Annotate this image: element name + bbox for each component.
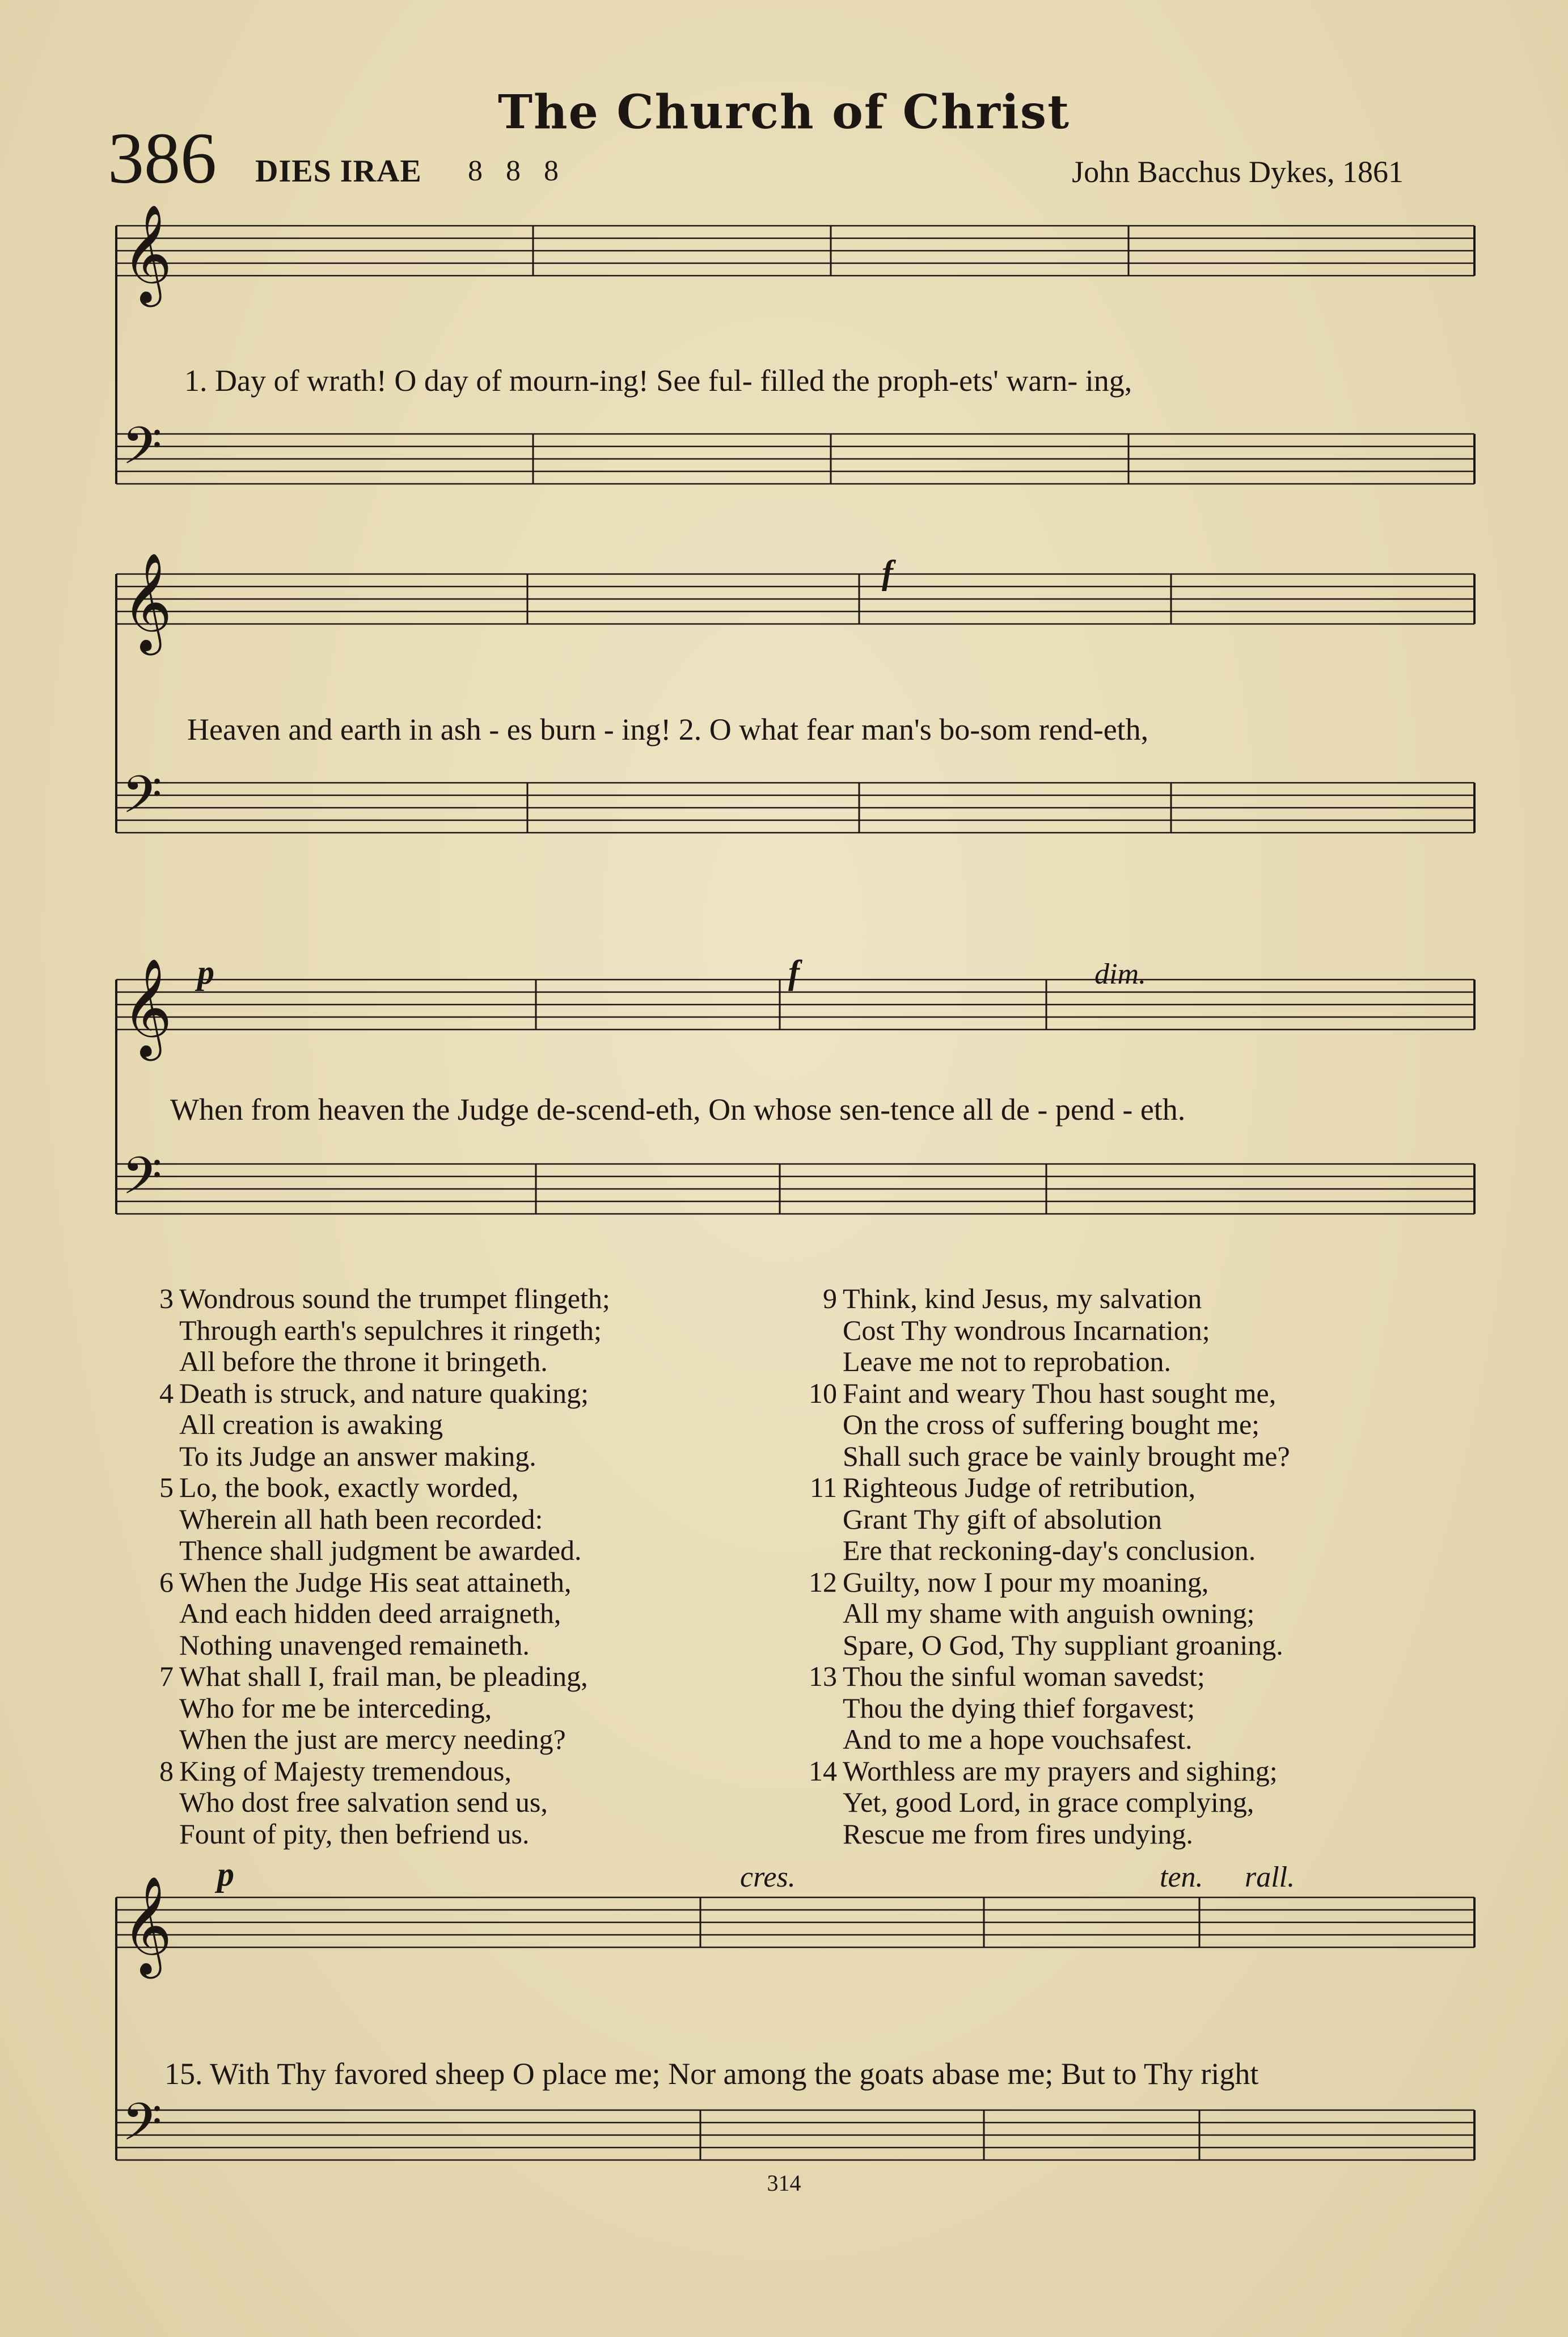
stanza-line — [142, 1630, 610, 1661]
stanza-line — [805, 1598, 1290, 1630]
stanza-number: 12 — [809, 1566, 837, 1598]
stanza-text: Spare, O God, Thy suppliant groaning. — [843, 1629, 1283, 1661]
stanza-text: Faint and weary Thou hast sought me, — [843, 1377, 1277, 1409]
hymn-number: 386 — [108, 118, 217, 199]
treble-clef-icon: 𝄞 — [122, 552, 172, 651]
system-3-lyric: When from heaven the Judge de-scend-eth, On whose sen-tence all de - pend - eth. — [170, 1092, 1186, 1127]
stanza-line — [142, 1472, 610, 1504]
stanza-line — [805, 1283, 1290, 1315]
tenuto-marking: ten. — [1160, 1861, 1203, 1893]
stanza-number: 14 — [809, 1754, 837, 1787]
stanza-text: And each hidden deed arraigneth, — [179, 1597, 561, 1629]
stanza-text: Death is struck, and nature quaking; — [179, 1377, 589, 1409]
stanza-line — [805, 1378, 1290, 1410]
dynamic-piano: p — [217, 1855, 234, 1893]
dynamic-forte: f — [788, 954, 800, 991]
stanza-number: 4 — [159, 1377, 174, 1409]
stanza-text: King of Majesty tremendous, — [179, 1754, 512, 1787]
stanza-line — [805, 1693, 1290, 1724]
stanzas-left-column — [142, 1283, 610, 1850]
stanza-line — [142, 1315, 610, 1347]
stanza-text: All my shame with anguish owning; — [843, 1597, 1255, 1629]
stanza-line — [805, 1567, 1290, 1598]
stanza-number: 6 — [159, 1566, 174, 1598]
section-title: The Church of Christ — [498, 85, 1070, 140]
stanza-line — [142, 1724, 610, 1756]
stanza-text: What shall I, frail man, be pleading, — [179, 1660, 588, 1692]
stanza-text: When the Judge His seat attaineth, — [179, 1566, 572, 1598]
stanza-text: Righteous Judge of retribution, — [843, 1471, 1196, 1503]
stanza-number: 5 — [159, 1471, 174, 1503]
stanza-line — [805, 1756, 1290, 1787]
bass-clef-icon: 𝄢 — [122, 1146, 162, 1218]
stanza-line — [142, 1661, 610, 1693]
stanza-line — [805, 1409, 1290, 1441]
stanza-line — [142, 1283, 610, 1315]
stanza-line — [805, 1819, 1290, 1850]
stanza-number: 7 — [159, 1660, 174, 1692]
stanza-line — [805, 1724, 1290, 1756]
bass-clef-icon: 𝄢 — [122, 2092, 162, 2165]
tune-name: DIES IRAE — [255, 154, 422, 189]
stanza-text: When the just are mercy needing? — [179, 1723, 566, 1755]
stanza-text: Fount of pity, then befriend us. — [179, 1817, 530, 1850]
stanza-text: Ere that reckoning-day's conclusion. — [843, 1534, 1256, 1566]
stanza-line — [805, 1472, 1290, 1504]
stanza-line — [142, 1346, 610, 1378]
stanza-line — [142, 1567, 610, 1598]
stanza-number: 11 — [809, 1471, 837, 1503]
system-4-lyric: 15. With Thy favored sheep O place me; Nor among the goats abase me; But to Thy right — [164, 2057, 1259, 2091]
stanza-line — [805, 1630, 1290, 1661]
stanzas-right-column — [805, 1283, 1290, 1850]
bass-clef-icon: 𝄢 — [122, 765, 162, 837]
stanza-line — [142, 1787, 610, 1819]
dynamic-crescendo: cres. — [740, 1861, 796, 1893]
dynamic-piano: p — [197, 954, 214, 991]
stanza-text: Who dost free salvation send us, — [179, 1786, 548, 1818]
stanza-line — [142, 1693, 610, 1724]
stanza-number: 10 — [809, 1377, 837, 1409]
stanza-line — [142, 1441, 610, 1473]
stanza-line — [142, 1378, 610, 1410]
stanza-text: Think, kind Jesus, my salvation — [843, 1283, 1202, 1314]
stanza-line — [142, 1756, 610, 1787]
stanza-text: On the cross of suffering bought me; — [843, 1408, 1260, 1440]
stanza-line — [805, 1504, 1290, 1535]
stanza-text: And to me a hope vouchsafest. — [843, 1723, 1193, 1755]
system-1-lyric: 1. Day of wrath! O day of mourn-ing! See ful- filled the proph-ets' warn- ing, — [184, 364, 1132, 398]
stanza-text: Grant Thy gift of absolution — [843, 1503, 1162, 1535]
stanza-text: Shall such grace be vainly brought me? — [843, 1440, 1290, 1472]
stanza-line — [805, 1315, 1290, 1347]
composer: John Bacchus Dykes, 1861 — [1072, 155, 1404, 189]
stanza-text: To its Judge an answer making. — [179, 1440, 536, 1472]
stanza-text: Wherein all hath been recorded: — [179, 1503, 543, 1535]
stanza-line — [805, 1535, 1290, 1567]
stanza-text: Rescue me from fires undying. — [843, 1817, 1193, 1850]
stanza-text: Cost Thy wondrous Incarnation; — [843, 1314, 1210, 1346]
stanza-number: 9 — [823, 1283, 837, 1314]
stanza-line — [805, 1346, 1290, 1378]
stanza-text: Thou the dying thief forgavest; — [843, 1691, 1195, 1724]
stanza-text: Guilty, now I pour my moaning, — [843, 1566, 1209, 1598]
stanza-line — [142, 1409, 610, 1441]
stanza-text: Thou the sinful woman savedst; — [843, 1660, 1205, 1692]
bass-clef-icon: 𝄢 — [122, 416, 162, 488]
meter: 8 8 8 — [468, 155, 567, 187]
stanza-line — [142, 1598, 610, 1630]
stanza-text: Through earth's sepulchres it ringeth; — [179, 1314, 602, 1346]
stanza-text: Worthless are my prayers and sighing; — [843, 1754, 1278, 1787]
stanza-text: Wondrous sound the trumpet flingeth; — [179, 1283, 610, 1314]
stanza-line — [142, 1819, 610, 1850]
stanza-text: Who for me be interceding, — [179, 1691, 492, 1724]
rallentando-marking: rall. — [1245, 1861, 1295, 1893]
stanza-number: 8 — [159, 1754, 174, 1787]
stanza-text: Nothing unavenged remaineth. — [179, 1629, 530, 1661]
stanza-line — [805, 1661, 1290, 1693]
stanza-number: 3 — [159, 1283, 174, 1314]
stanza-number: 13 — [809, 1660, 837, 1692]
stanza-line — [805, 1787, 1290, 1819]
system-2-lyric: Heaven and earth in ash - es burn - ing! 2. O what fear man's bo-som rend-eth, — [187, 712, 1149, 746]
treble-clef-icon: 𝄞 — [122, 1876, 172, 1975]
stanza-text: All creation is awaking — [179, 1408, 443, 1440]
stanza-line — [805, 1441, 1290, 1473]
treble-clef-icon: 𝄞 — [122, 204, 172, 303]
dynamic-forte: f — [882, 554, 893, 591]
dynamic-diminuendo: dim. — [1094, 958, 1146, 990]
treble-clef-icon: 𝄞 — [122, 958, 172, 1057]
stanza-line — [142, 1504, 610, 1535]
page-number: 314 — [767, 2170, 801, 2196]
stanza-text: Thence shall judgment be awarded. — [179, 1534, 582, 1566]
stanza-line — [142, 1535, 610, 1567]
stanza-text: Yet, good Lord, in grace complying, — [843, 1786, 1254, 1818]
stanza-text: All before the throne it bringeth. — [179, 1345, 548, 1377]
stanza-text: Leave me not to reprobation. — [843, 1345, 1171, 1377]
stanza-text: Lo, the book, exactly worded, — [179, 1471, 519, 1503]
